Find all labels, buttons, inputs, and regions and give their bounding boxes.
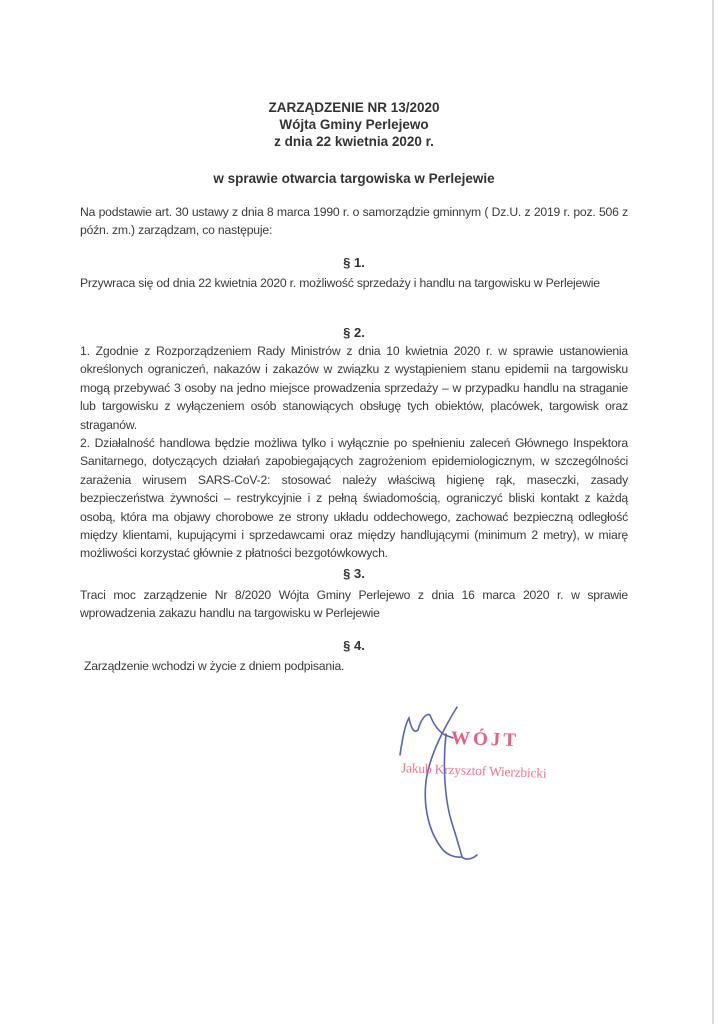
section-1-paragraph: Przywraca się od dnia 22 kwietnia 2020 r. możliwość sprzedaży i handlu na targowisku w Perlejewie	[80, 276, 600, 290]
section-2-paragraph-1: 1. Zgodnie z Rozporządzeniem Rady Ministrów z dnia 10 kwietnia 2020 r. w sprawie ustanowienia określonych ograniczeń, nakazów i zakazów w związku z wystąpieniem stanu epidemii na targowisku mogą przebywać 3 osoby na jedno miejsce prowadzenia sprzedaży – w przypadku handlu na straganie lub targowisku z wyłączeniem osób stanowiących obsługę tych obiektów, placówek, targowisk oraz straganów.	[80, 344, 628, 432]
scan-edge-artifact	[712, 0, 714, 1024]
section-3-paragraph: Traci moc zarządzenie Nr 8/2020 Wójta Gminy Perlejewo z dnia 16 marca 2020 r. w sprawie wprowadzenia zakazu handlu na targowisku w Perlejewie	[80, 588, 628, 621]
signature-right-arc-stroke	[444, 734, 477, 859]
document-subject: w sprawie otwarcia targowiska w Perlejewie	[213, 171, 495, 186]
stamp-signer-name: Jakub Krzysztof Wierzbicki	[400, 760, 547, 781]
document-issuer: Wójta Gminy Perlejewo	[279, 117, 429, 132]
legal-basis-paragraph: Na podstawie art. 30 ustawy z dnia 8 marca 1990 r. o samorządzie gminnym ( Dz.U. z 2019 r. poz. 506 z późn. zm.) zarządzam, co następuje:	[80, 205, 628, 238]
section-2-body	[80, 342, 628, 563]
document-date: z dnia 22 kwietnia 2020 r.	[274, 134, 434, 149]
section-3-heading: § 3.	[343, 566, 365, 581]
document-header	[80, 99, 628, 150]
section-2-heading: § 2.	[343, 325, 365, 340]
section-4-paragraph: Zarządzenie wchodzi w życie z dniem podpisania.	[84, 659, 345, 673]
section-1-heading: § 1.	[343, 255, 365, 270]
document-number: ZARZĄDZENIE NR 13/2020	[268, 100, 440, 115]
section-2-paragraph-2: 2. Działalność handlowa będzie możliwa tylko i wyłącznie po spełnieniu zaleceń Głównego Inspektora Sanitarnego, dotyczących działań zapobiegających zagrożeniom epidemiologicznym, w szczególności zarażenia wirusem SARS-CoV-2: stosować należy właściwą higienę rąk, maseczki, zasady bezpieczeństwa żywności – restrykcyjnie i z pełną świadomością, ograniczyć bliski kontakt z każdą osobą, która ma objawy chorobowe ze strony układu oddechowego, zachować bezpieczną odległość między klientami, kupującymi i sprzedawcami oraz między handlującymi (minimum 2 metry), w miarę możliwości korzystać głównie z płatności bezgotówkowych.	[80, 436, 628, 561]
stamp-title: WÓJT	[450, 727, 520, 752]
section-4-heading: § 4.	[343, 638, 365, 653]
